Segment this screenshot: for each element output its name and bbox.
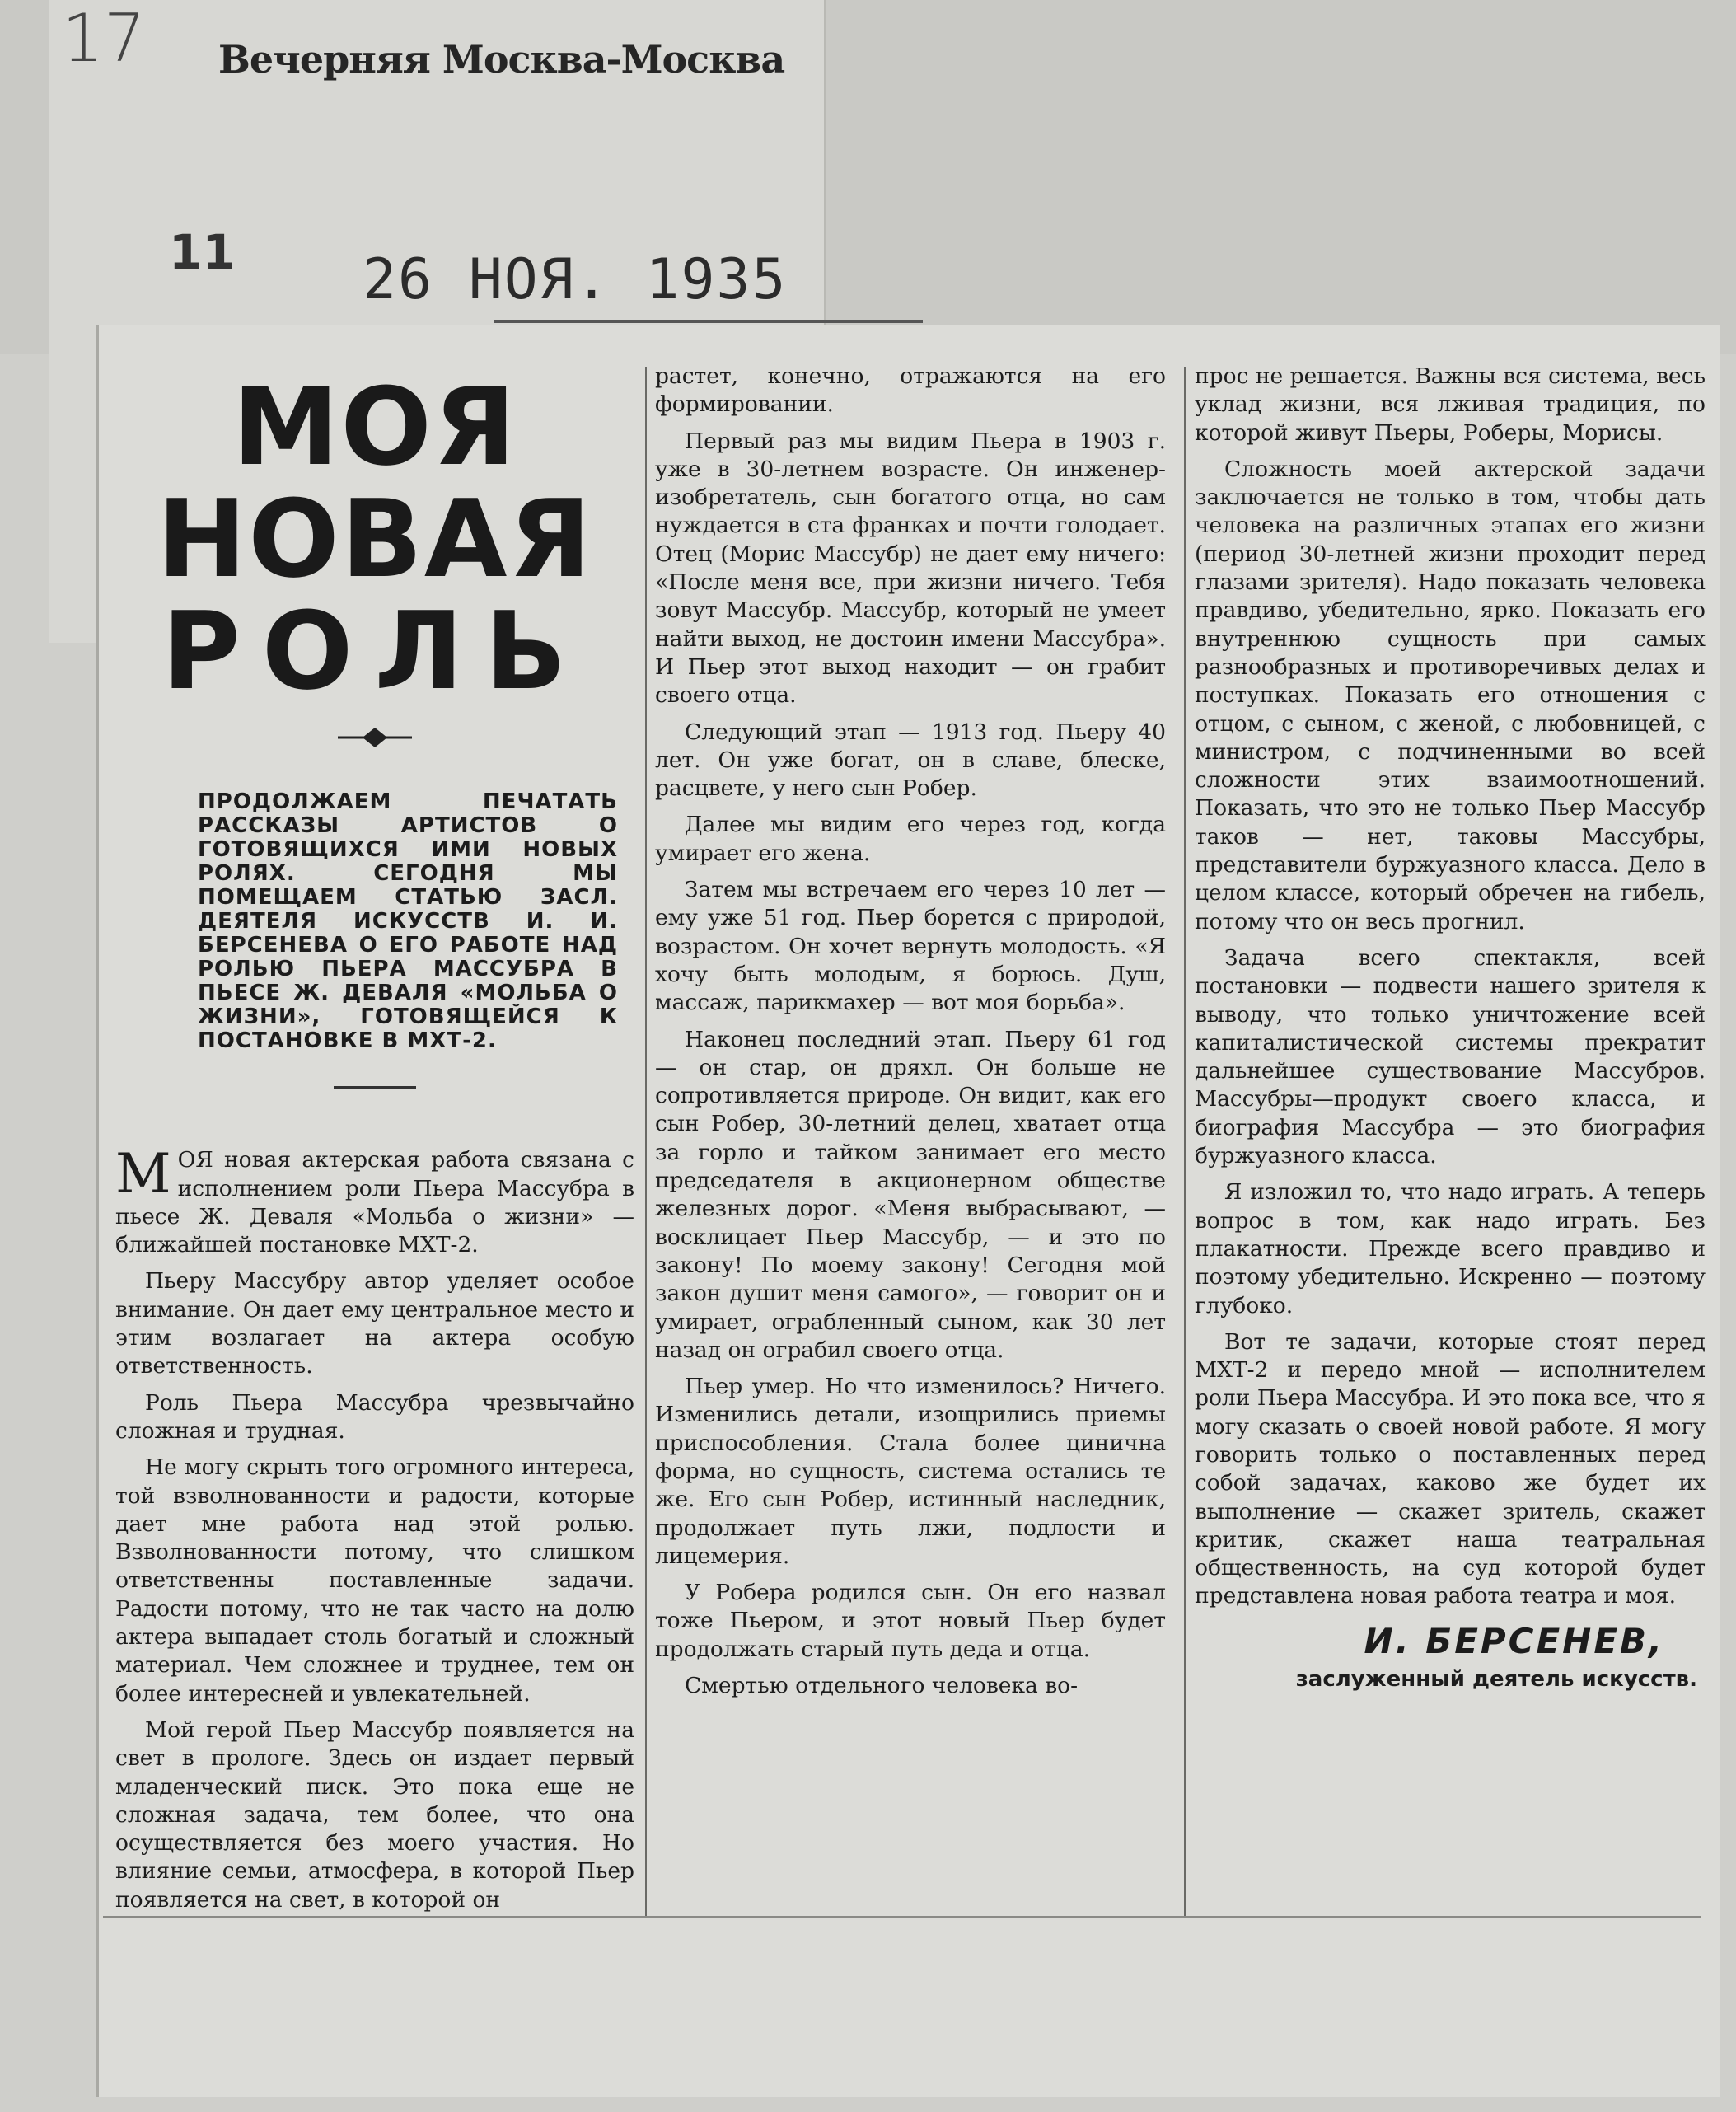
date-stamp: 26 НОЯ. 1935 (363, 247, 788, 312)
title-line: РОЛЬ (161, 588, 588, 714)
stamp-underline (494, 320, 923, 323)
article-paragraph: Далее мы видим его через год, когда умирает его жена. (655, 812, 1166, 866)
article-paragraph: Следующий этап — 1913 год. Пьеру 40 лет. Он уже богат, он в славе, блеске, расцвете, у него сын Робер. (655, 719, 1166, 802)
newspaper-source: Вечерняя Москва-Москва (218, 37, 785, 82)
article-paragraph: прос не решается. Важны вся система, весь уклад жизни, вся лживая традиция, по которой живут Пьеры, Роберы, Морисы. (1195, 363, 1706, 446)
article-paragraph: Сложность моей актерской задачи заключается не только в том, чтобы дать человека на различных этапах его жизни (период 30-летней жизни проходит перед глазами зрителя). Надо показать человека правдиво, убедительно, ярко. Показать его внутреннюю сущность при самых разнообразных и противоречивых делах и поступках. Показать его отношения с отцом, с сыном, с женой, с любовницей, с министром, с подчиненными во всей сложности этих взаимоотношений. Показать, что это не только Пьер Массубр таков — нет, таковы Массубры, представители буржуазного класса. Дело в целом классе, который обречен на гибель, потому что он весь прогнил. (1195, 456, 1706, 934)
article-paragraph: Наконец последний этап. Пьеру 61 год — он стар, он дряхл. Он больше не сопротивляется природе. Он видит, как его сын Робер, 30-летний делец, хватает отца за горло и тайком занимает его место председателя в акционерном обществе железных дорог. «Меня выбрасывают, — восклицает Пьер Массубр, — и это по закону! По моему закону! Сегодня мой закон душит меня самого», — говорит он и умирает, ограбленный сыном, как 30 лет назад он ограбил своего отца. (655, 1026, 1166, 1363)
article-column-1 (115, 363, 634, 1922)
article-paragraph: Я изложил то, что надо играть. А теперь вопрос в том, как надо играть. Без плакатности. Прежде всего правдиво и поэтому убедительно. Искренно — поэтому глубоко. (1195, 1179, 1706, 1318)
article-paragraph: Не могу скрыть того огромного интереса, той взволнованности и радости, которые дает мне работа над этой ролью. Взволнованности потому, что слишком ответственны поставленные задачи. Радости потому, что не так часто на долю актера выпадает столь богатый и сложный материал. Чем сложнее и труднее, тем он более интересней и увлекательней. (115, 1454, 634, 1707)
title-line: НОВАЯ (157, 476, 593, 602)
drop-cap: М (115, 1142, 171, 1206)
column-divider (645, 367, 647, 1916)
handwritten-mark: 17 (62, 0, 146, 77)
article-lead: ПРОДОЛЖАЕМ ПЕЧАТАТЬ РАССКАЗЫ АРТИСТОВ О ГОТОВЯЩИХСЯ ИМИ НОВЫХ РОЛЯХ. СЕГОДНЯ МЫ ПОМЕЩАЕМ СТАТЬЮ ЗАСЛ. ДЕЯТЕЛЯ ИСКУССТВ И. И. БЕРСЕНЕВА О ЕГО РАБОТЕ НАД РОЛЬЮ ПЬЕРА МАССУБРА В ПЬЕСЕ Ж. ДЕВАЛЯ «МОЛЬБА О ЖИЗНИ», ГОТОВЯЩЕЙСЯ К ПОСТАНОВКЕ В МХТ-2. (198, 789, 618, 1054)
article-paragraph: растет, конечно, отражаются на его формировании. (655, 363, 1166, 418)
title-line: МОЯ (232, 364, 517, 489)
clipping-bottom-edge (103, 1916, 1701, 1918)
article-paragraph: Пьеру Массубру автор уделяет особое внимание. Он дает ему центральное место и этим возлагает на актера особую ответственность. (115, 1268, 634, 1379)
article-paragraph: МОЯ новая актерская работа связана с исполнением роли Пьера Массубра в пьесе Ж. Деваля «Мольба о жизни» — ближайшей постановке МХТ-2. (115, 1142, 634, 1258)
article-column-3 (1195, 363, 1706, 1693)
article-paragraph: Роль Пьера Массубра чрезвычайно сложная и трудная. (115, 1389, 634, 1444)
article-paragraph: Затем мы встречаем его через 10 лет — ему уже 51 год. Пьер борется с природой, возрастом. Он хочет вернуть молодость. «Я хочу быть молодым, я борюсь. Душ, массаж, парикмахер — вот моя борьба». (655, 877, 1166, 1016)
article-paragraph: Мой герой Пьер Массубр появляется на свет в прологе. Здесь он издает первый младенческий писк. Это пока еще не сложная задача, тем более, что она осуществляется без моего участия. Но влияние семьи, атмосфера, в которой Пьер появляется на свет, в которой он (115, 1716, 634, 1913)
article-title (115, 364, 634, 714)
ornament-divider-icon (115, 725, 634, 757)
article-paragraph: Первый раз мы видим Пьера в 1903 г. уже в 30-летнем возрасте. Он инженер-изобретатель, сын богатого отца, но сам нуждается в ста франках и почти голодает. Отец (Морис Массубр) не дает ему ничего: «После меня все, при жизни ничего. Тебя зовут Массубр. Массубр, который не умеет найти выход, не достоин имени Массубра». И Пьер этот выход находит — он грабит своего отца. (655, 428, 1166, 709)
lead-rule (334, 1086, 416, 1089)
issue-number: 11 (169, 224, 236, 280)
author-title: заслуженный деятель искусств. (1295, 1667, 1697, 1693)
article-paragraph: Пьер умер. Но что изменилось? Ничего. Изменились детали, изощрились приемы приспособления. Стала более цинична форма, но сущность, система остались те же. Его сын Робер, истинный наследник, продолжает путь лжи, подлости и лицемерия. (655, 1374, 1166, 1569)
article-column-2 (655, 363, 1166, 1708)
article-paragraph: У Робера родился сын. Он его назвал тоже Пьером, и этот новый Пьер будет продолжать старый путь деда и отца. (655, 1580, 1166, 1662)
article-paragraph: Задача всего спектакля, всей постановки — подвести нашего зрителя к выводу, что только уничтожение всей капиталистической системы прекратит дальнейшее существование Массубров. Массубры—продукт своего класса, и биография Массубра — это биография буржуазного класса. (1195, 944, 1706, 1169)
author-signature: И. БЕРСЕНЕВ, (1364, 1620, 1664, 1661)
article-paragraph: Вот те задачи, которые стоят перед МХТ-2 и передо мной — исполнителем роли Пьера Массубра. И это пока все, что я могу сказать о своей новой работе. Я могу говорить только о поставленных перед собой задачах, каково же будет их выполнение — скажет зритель, скажет критик, скажет наша театральная общественность, на суд которой будет представлена новая работа театра и моя. (1195, 1328, 1706, 1609)
article-paragraph: Смертью отдельного человека во- (685, 1673, 1079, 1699)
column-divider (1184, 367, 1186, 1916)
